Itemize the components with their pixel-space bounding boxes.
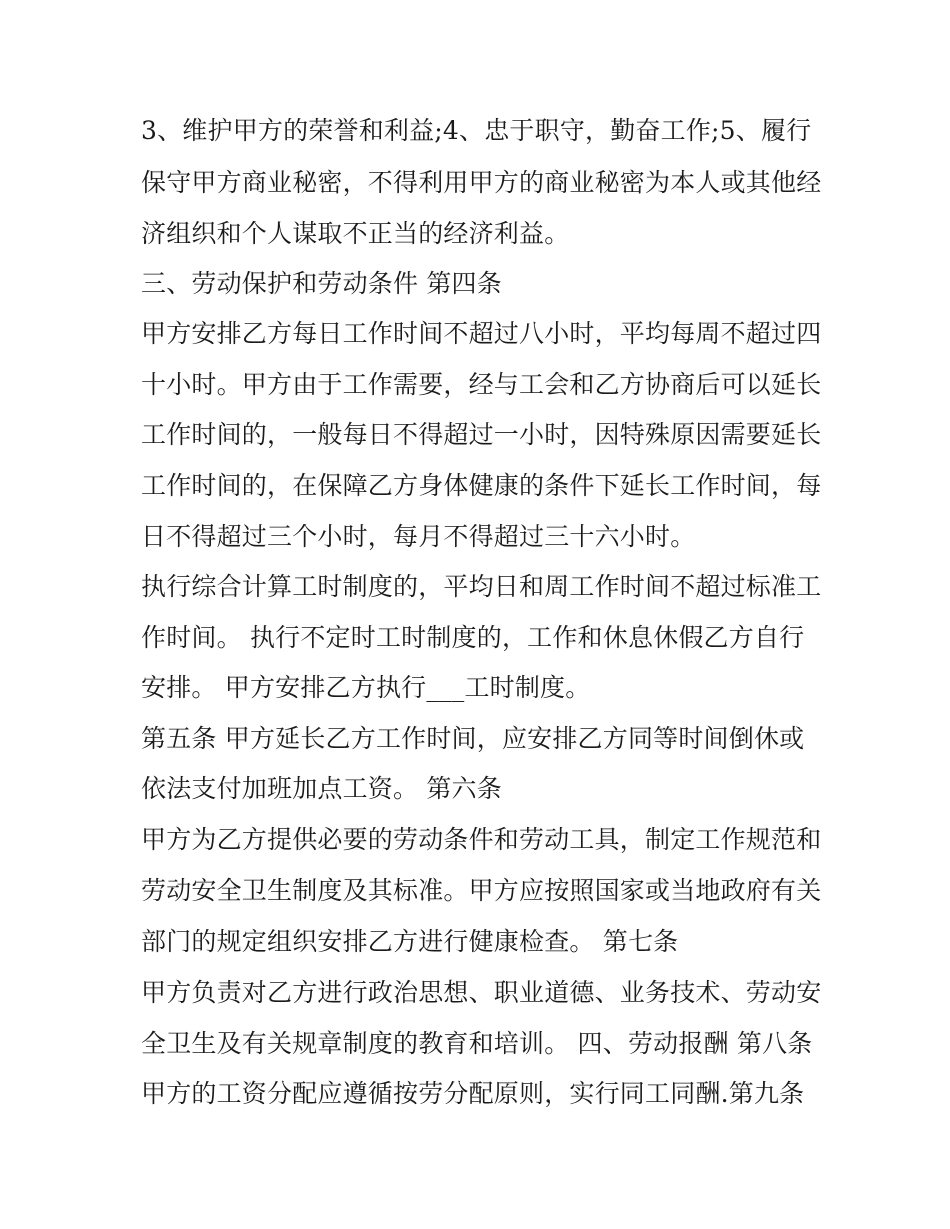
text-line: 甲方的工资分配应遵循按劳分配原则，实行同工同酬.第九条 <box>141 1079 805 1108</box>
text-line: 作时间。 执行不定时工时制度的，工作和休息休假乙方自行 <box>141 623 805 652</box>
text-line: 劳动安全卫生制度及其标准。甲方应按照国家或当地政府有关 <box>141 876 822 905</box>
text-line: 甲方为乙方提供必要的劳动条件和劳动工具，制定工作规范和 <box>141 825 822 854</box>
text-line: 工作时间的，一般每日不得超过一小时，因特殊原因需要延长 <box>141 420 822 449</box>
text-line: 第五条 甲方延长乙方工作时间，应安排乙方同等时间倒休或 <box>141 724 805 753</box>
text-line: 执行综合计算工时制度的，平均日和周工作时间不超过标准工 <box>141 572 822 601</box>
text-line: 部门的规定组织安排乙方进行健康检查。 第七条 <box>141 927 679 956</box>
text-line: 安排。 甲方安排乙方执行___工时制度。 <box>141 673 591 702</box>
text-line: 日不得超过三个小时，每月不得超过三十六小时。 <box>141 522 696 551</box>
text-line: 3、维护甲方的荣誉和利益;4、忠于职守，勤奋工作;5、履行 <box>141 116 812 145</box>
text-line: 保守甲方商业秘密，不得利用甲方的商业秘密为本人或其他经 <box>141 168 822 197</box>
text-line: 工作时间的，在保障乙方身体健康的条件下延长工作时间，每 <box>141 471 822 500</box>
text-line: 甲方安排乙方每日工作时间不超过八小时，平均每周不超过四 <box>141 319 822 348</box>
text-line: 济组织和个人谋取不正当的经济利益。 <box>141 219 570 248</box>
text-line: 十小时。甲方由于工作需要，经与工会和乙方协商后可以延长 <box>141 370 822 399</box>
text-line: 依法支付加班加点工资。 第六条 <box>141 774 502 803</box>
text-line: 全卫生及有关规章制度的教育和培训。 四、劳动报酬 第八条 <box>141 1029 813 1058</box>
section-heading: 三、劳动保护和劳动条件 第四条 <box>141 269 502 298</box>
text-line: 甲方负责对乙方进行政治思想、职业道德、业务技术、劳动安 <box>141 978 822 1007</box>
